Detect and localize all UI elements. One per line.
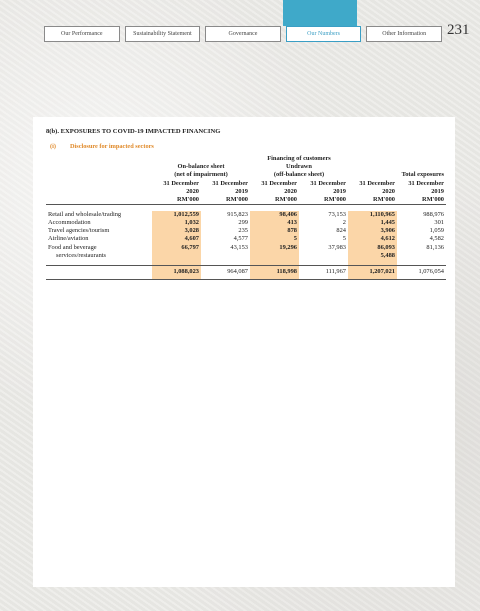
table-row <box>46 219 446 227</box>
table-cell: 878 <box>250 227 299 235</box>
subsection-index: (i) <box>50 143 56 150</box>
col-header-unit: RM'000 <box>176 196 199 204</box>
table-cell: 4,607 <box>152 235 201 243</box>
total-cell: 118,998 <box>250 266 299 279</box>
page-number: 231 <box>447 22 470 38</box>
nav-tab-governance[interactable]: Governance <box>205 26 281 42</box>
col-header-unit: RM'000 <box>323 196 346 204</box>
table-cell: 81,136 <box>426 243 444 251</box>
nav-tab-sustainability-statement[interactable]: Sustainability Statement <box>125 26 201 42</box>
subsection-heading <box>50 143 154 150</box>
table-row <box>46 235 446 243</box>
section-title: 8(b). EXPOSURES TO COVID-19 IMPACTED FINANCING <box>46 128 221 135</box>
nav-tab-our-numbers[interactable]: Our Numbers <box>286 26 362 42</box>
table-cell: 73,153 <box>328 210 346 218</box>
col-header-year: 2020 <box>284 187 297 195</box>
col-header-date: 31 December <box>163 179 199 187</box>
col-header-date: 31 December <box>261 179 297 187</box>
table-cell: 43,153 <box>230 243 248 251</box>
col-header-date: 31 December <box>359 179 395 187</box>
table-cell: 98,406 <box>250 211 299 219</box>
col-header-year: 2019 <box>431 187 444 195</box>
table-cell: 86,093 <box>348 244 397 252</box>
table-cell: 5 <box>342 235 346 243</box>
table-cell: 824 <box>336 227 346 235</box>
table-cell: 66,797 <box>152 244 201 252</box>
top-navigation <box>44 26 442 42</box>
table-cell: 235 <box>238 227 248 235</box>
table-cell <box>201 252 250 260</box>
total-exposures-header: Total exposures <box>401 171 444 179</box>
exposures-table-wrapper <box>46 155 446 280</box>
financing-header-line3: (off-balance sheet) <box>273 171 325 179</box>
table-cell: 301 <box>434 218 444 226</box>
table-cell: 2 <box>342 218 346 226</box>
nav-tab-our-performance[interactable]: Our Performance <box>44 26 120 42</box>
col-header-unit: RM'000 <box>421 196 444 204</box>
table-cell: 3,028 <box>152 227 201 235</box>
row-label: Travel agencies/tourism <box>48 227 110 235</box>
col-header-year: 2019 <box>333 187 346 195</box>
col-header-unit: RM'000 <box>225 196 248 204</box>
table-cell <box>250 252 299 260</box>
table-cell: 299 <box>238 218 248 226</box>
col-header-year: 2020 <box>382 187 395 195</box>
col-header-year: 2019 <box>235 187 248 195</box>
table-cell: 1,110,965 <box>348 211 397 219</box>
table-cell: 19,296 <box>250 244 299 252</box>
table-cell: 37,983 <box>328 243 346 251</box>
on-balance-header-line1: On-balance sheet <box>177 163 225 171</box>
exposures-table <box>46 155 446 280</box>
subsection-title: Disclosure for impacted sectors <box>69 143 154 150</box>
table-cell: 5 <box>250 235 299 243</box>
table-cell: 4,582 <box>429 235 444 243</box>
col-header-unit: RM'000 <box>274 196 297 204</box>
table-cell: 915,823 <box>227 210 248 218</box>
table-cell: 413 <box>250 219 299 227</box>
row-label: services/restaurants <box>56 251 107 259</box>
table-cell: 988,976 <box>423 210 444 218</box>
table-cell: 1,012,559 <box>152 211 201 219</box>
row-label: Food and beverage <box>48 243 97 251</box>
col-header-unit-row <box>46 196 446 205</box>
table-row <box>46 244 446 252</box>
col-header-date: 31 December <box>408 179 444 187</box>
table-row <box>46 211 446 219</box>
total-cell: 111,967 <box>299 266 348 279</box>
financing-header-line2: Undrawn <box>286 163 312 171</box>
row-label: Accommodation <box>48 218 91 226</box>
table-cell: 1,445 <box>348 219 397 227</box>
total-cell: 964,087 <box>201 266 250 279</box>
table-cell: 4,612 <box>348 235 397 243</box>
col-header-year-row <box>46 188 446 196</box>
total-cell: 1,207,021 <box>348 266 397 279</box>
financing-header-line1: Financing of customers <box>267 155 331 162</box>
col-header-year: 2020 <box>186 187 199 195</box>
table-cell: 5,488 <box>348 252 397 260</box>
nav-tab-other-information[interactable]: Other Information <box>366 26 442 42</box>
active-tab-marker <box>283 0 357 26</box>
row-label: Airline/aviation <box>48 235 89 243</box>
table-cell <box>397 252 446 260</box>
table-row <box>46 227 446 235</box>
total-row <box>46 266 446 279</box>
table-cell: 3,906 <box>348 227 397 235</box>
col-header-unit: RM'000 <box>372 196 395 204</box>
total-cell: 1,088,023 <box>152 266 201 279</box>
col-header-date: 31 December <box>212 179 248 187</box>
table-cell <box>152 252 201 260</box>
col-header-date: 31 December <box>310 179 346 187</box>
table-cell: 1,059 <box>429 227 444 235</box>
table-row <box>46 252 446 260</box>
table-cell: 1,032 <box>152 219 201 227</box>
table-cell: 4,577 <box>233 235 248 243</box>
table-cell <box>299 252 348 260</box>
on-balance-header-line2: (net of impairment) <box>174 171 228 179</box>
col-header-date-row <box>46 180 446 188</box>
total-cell: 1,076,054 <box>397 266 446 279</box>
row-label: Retail and wholesale/trading <box>48 210 122 218</box>
content-panel <box>33 117 455 587</box>
